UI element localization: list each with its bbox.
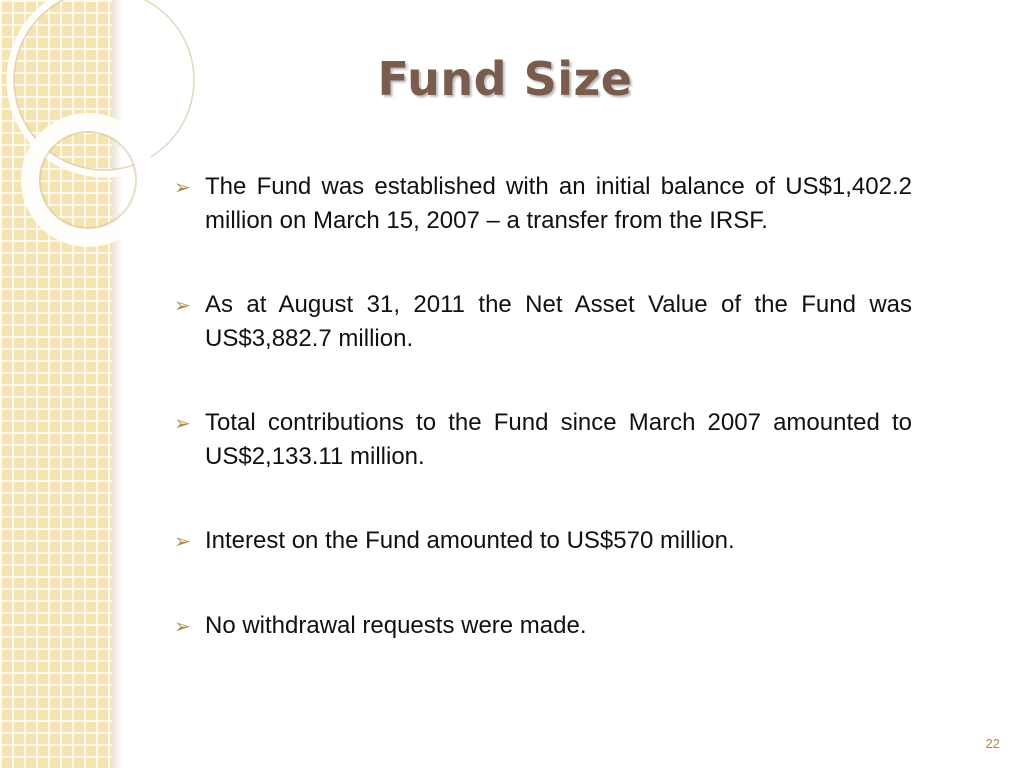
slide-title: Fund Size xyxy=(377,52,633,106)
bullet-text: No withdrawal requests were made. xyxy=(205,612,587,639)
bullet-text: Total contributions to the Fund since March 2007 amounted to US$2,133.11 million. xyxy=(205,409,912,470)
bullet-item xyxy=(174,406,912,474)
decorative-ring-small-shadow xyxy=(40,132,136,228)
bullet-item xyxy=(174,609,912,643)
page-number: 22 xyxy=(985,736,1000,751)
bullet-text: The Fund was established with an initial balance of US$1,402.2 million on March 15, 2007 – a transfer from the IRSF. xyxy=(205,173,912,234)
bullet-text: Interest on the Fund amounted to US$570 million. xyxy=(205,527,735,554)
arrow-bullet-icon: ➢ xyxy=(174,529,191,553)
bullet-item xyxy=(174,288,912,356)
arrow-bullet-icon: ➢ xyxy=(174,614,191,638)
decorative-ring-small xyxy=(30,122,146,238)
bullet-text: As at August 31, 2011 the Net Asset Value of the Fund was US$3,882.7 million. xyxy=(205,291,912,352)
bullet-item xyxy=(174,524,912,558)
arrow-bullet-icon: ➢ xyxy=(174,175,191,199)
decorative-rings xyxy=(0,0,200,300)
bullet-list xyxy=(174,170,912,643)
arrow-bullet-icon: ➢ xyxy=(174,293,191,317)
arrow-bullet-icon: ➢ xyxy=(174,411,191,435)
bullet-item xyxy=(174,170,912,238)
